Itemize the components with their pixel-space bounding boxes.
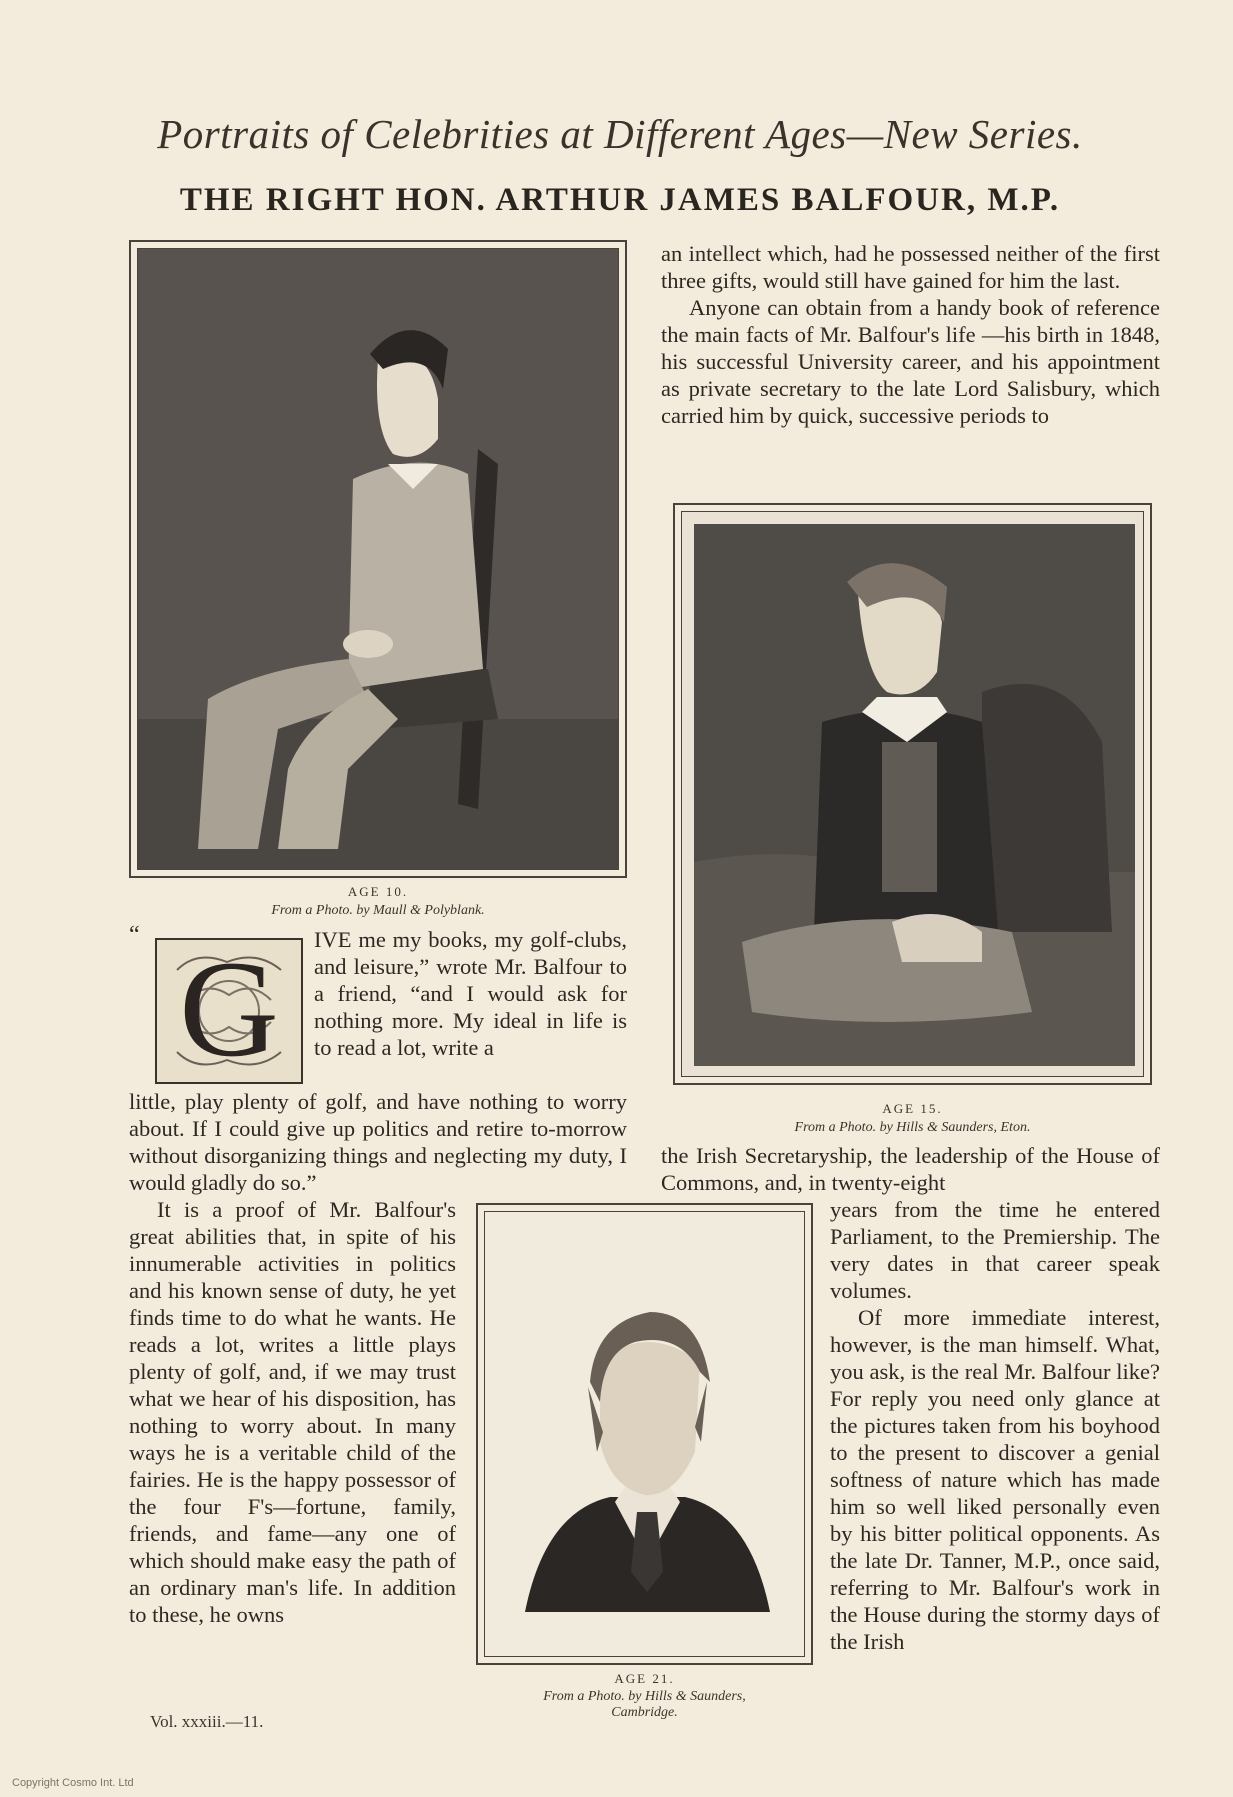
right-column-middle: the Irish Secretaryship, the leadership of the House of Commons, and, in twenty-eight xyxy=(661,1143,1160,1195)
copyright-notice: Copyright Cosmo Int. Ltd xyxy=(12,1777,134,1789)
caption-source-age-21-line2: Cambridge. xyxy=(611,1705,678,1720)
drop-cap-letter: G xyxy=(179,932,279,1085)
caption-source-age-21-line1: From a Photo. by Hills & Saunders, xyxy=(543,1689,746,1704)
portrait-age-21 xyxy=(485,1212,805,1657)
caption-age-10: AGE 10. xyxy=(347,884,409,899)
portrait-age-15-frame xyxy=(673,503,1152,1085)
portrait-age-10-frame xyxy=(129,240,627,878)
ornamental-drop-cap xyxy=(155,932,303,1085)
paragraph-man-himself: Of more immediate interest, however, is the man himself. What, you ask, is the real Mr. Balfour like? For reply you need only glance at the pictures taken from his boyhood to the present to discover a genial softness of nature which has made him so well liked personally even by his bitter political opponents. As the late Dr. Tanner, M.P., once said, referring to Mr. Balfour's work in the House during the stormy days of the Irish xyxy=(830,1305,1160,1654)
caption-source-age-10: From a Photo. by Maull & Polyblank. xyxy=(271,903,485,918)
right-column-top xyxy=(661,240,1160,429)
portrait-age-10 xyxy=(138,249,619,870)
volume-footer: Vol. xxxiii.—11. xyxy=(150,1712,264,1731)
portrait-age-15 xyxy=(682,512,1144,1077)
paragraph-premiership: years from the time he entered Parliament, to the Premiership. The very dates in that career speak volumes. xyxy=(830,1197,1160,1303)
caption-age-21: AGE 21. xyxy=(614,1671,675,1686)
paragraph-reference: Anyone can obtain from a handy book of reference the main facts of Mr. Balfour's life —his birth in 1848, his successful University career, and his appointment as private secretary to the late Lord Salisbury, which carried him by quick, successive periods to xyxy=(661,295,1160,428)
caption-source-age-15: From a Photo. by Hills & Saunders, Eton. xyxy=(794,1120,1031,1135)
paragraph-intellect: an intellect which, had he possessed neither of the first three gifts, would still have gained for him the last. xyxy=(661,241,1160,293)
portrait-age-21-frame xyxy=(476,1203,813,1665)
left-column-lower: It is a proof of Mr. Balfour's great abilities that, in spite of his innumerable activities in politics and his known sense of duty, he yet finds time to do what he wants. He reads a lot, writes a little plays plenty of golf, and, if we may trust what we hear of his disposition, has nothing to worry about. In many ways he is a veritable child of the fairies. He is the happy possessor of the four F's—fortune, family, friends, and fame—any one of which should make easy the path of an ordinary man's life. In addition to these, he owns xyxy=(129,1197,456,1627)
open-quote-mark: “ xyxy=(129,922,140,948)
article-title: THE RIGHT HON. ARTHUR JAMES BALFOUR, M.P. xyxy=(179,182,1061,218)
caption-age-15: AGE 15. xyxy=(882,1101,943,1116)
quote-beside-dropcap: IVE me my books, my golf-clubs, and leisure,” wrote Mr. Balfour to a friend, “and I would ask for nothing more. My ideal in life is to read a lot, write a xyxy=(314,927,627,1060)
right-column-lower xyxy=(830,1196,1160,1655)
series-heading: Portraits of Celebrities at Different Ages—New Series. xyxy=(157,111,1083,157)
quote-full-width: little, play plenty of golf, and have nothing to worry about. If I could give up politics and retire to-morrow without disorganizing things and neglecting my duty, I would gladly do so.” xyxy=(129,1089,627,1195)
